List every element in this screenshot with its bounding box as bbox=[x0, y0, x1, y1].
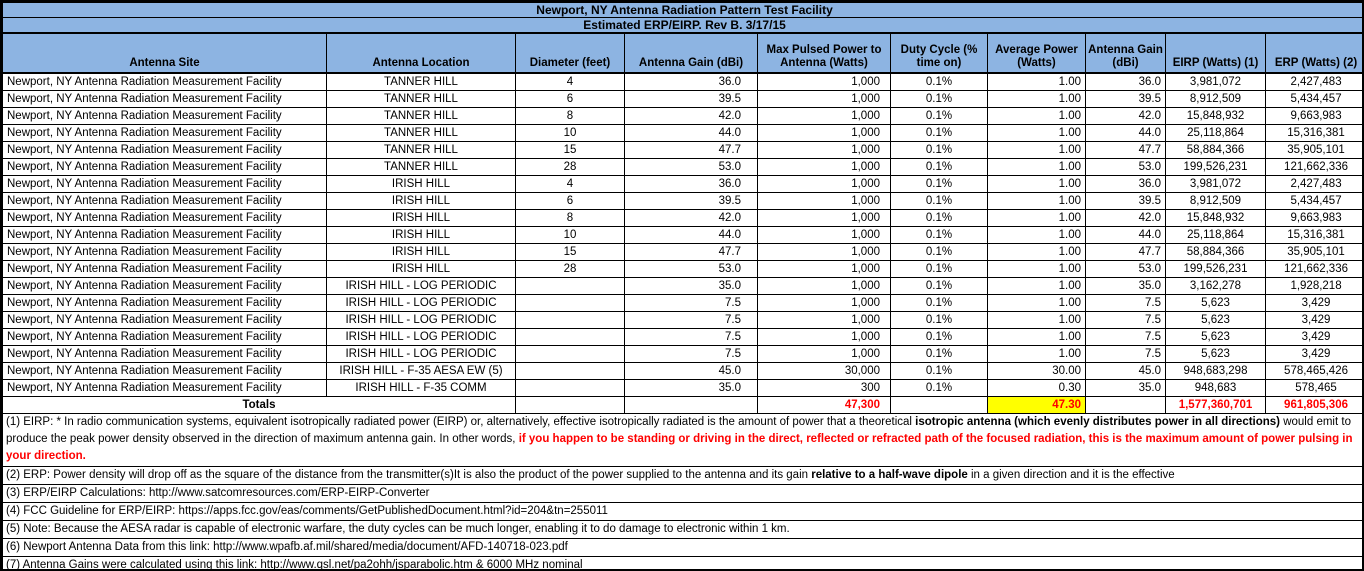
col-header-eirp: EIRP (Watts) (1) bbox=[1166, 33, 1266, 73]
col-header-erp: ERP (Watts) (2) bbox=[1266, 33, 1364, 73]
cell: 58,884,366 bbox=[1166, 142, 1266, 159]
cell: 10 bbox=[516, 125, 625, 142]
cell: 5,623 bbox=[1166, 346, 1266, 363]
cell bbox=[516, 278, 625, 295]
table-row bbox=[3, 210, 1364, 227]
cell: 42.0 bbox=[625, 108, 758, 125]
cell: 0.1% bbox=[891, 142, 988, 159]
data-rows bbox=[3, 73, 1364, 397]
cell: 0.1% bbox=[891, 227, 988, 244]
cell: Newport, NY Antenna Radiation Measurement Facility bbox=[3, 108, 327, 125]
cell: Newport, NY Antenna Radiation Measurement Facility bbox=[3, 210, 327, 227]
cell: 44.0 bbox=[625, 227, 758, 244]
cell: 0.1% bbox=[891, 244, 988, 261]
total-erp: 961,805,306 bbox=[1266, 397, 1364, 414]
cell: 1,000 bbox=[758, 176, 891, 193]
cell: Newport, NY Antenna Radiation Measurement Facility bbox=[3, 346, 327, 363]
cell: Newport, NY Antenna Radiation Measurement Facility bbox=[3, 363, 327, 380]
cell: 5,434,457 bbox=[1266, 193, 1364, 210]
cell: 0.1% bbox=[891, 159, 988, 176]
cell: IRISH HILL bbox=[327, 227, 516, 244]
table-row bbox=[3, 346, 1364, 363]
total-max-pulsed-power: 47,300 bbox=[758, 397, 891, 414]
cell: IRISH HILL - LOG PERIODIC bbox=[327, 329, 516, 346]
cell: Newport, NY Antenna Radiation Measurement Facility bbox=[3, 125, 327, 142]
cell: 3,429 bbox=[1266, 295, 1364, 312]
cell: 53.0 bbox=[1086, 261, 1166, 278]
cell: TANNER HILL bbox=[327, 91, 516, 108]
table-row bbox=[3, 261, 1364, 278]
cell: 30,000 bbox=[758, 363, 891, 380]
cell: 0.1% bbox=[891, 193, 988, 210]
cell: 0.1% bbox=[891, 73, 988, 91]
col-header-antenna-gain: Antenna Gain (dBi) bbox=[625, 33, 758, 73]
col-header-average-power: Average Power (Watts) bbox=[988, 33, 1086, 73]
cell: 15 bbox=[516, 142, 625, 159]
cell: 8 bbox=[516, 210, 625, 227]
table-row bbox=[3, 73, 1364, 91]
cell: Newport, NY Antenna Radiation Measurement Facility bbox=[3, 142, 327, 159]
cell: 0.1% bbox=[891, 278, 988, 295]
cell: 5,623 bbox=[1166, 312, 1266, 329]
cell: 0.1% bbox=[891, 108, 988, 125]
cell: 36.0 bbox=[625, 73, 758, 91]
total-average-power: 47.30 bbox=[988, 397, 1086, 414]
footnotes bbox=[3, 414, 1364, 571]
cell: 35.0 bbox=[625, 380, 758, 397]
cell: 47.7 bbox=[1086, 142, 1166, 159]
cell: 1.00 bbox=[988, 210, 1086, 227]
cell: IRISH HILL - F-35 COMM bbox=[327, 380, 516, 397]
footnote-text: would emit to produce the peak power density observed in the direction of maximum antenna gain. In other words, bbox=[6, 416, 1351, 445]
cell: Newport, NY Antenna Radiation Measurement Facility bbox=[3, 159, 327, 176]
cell: 0.1% bbox=[891, 261, 988, 278]
total-eirp: 1,577,360,701 bbox=[1166, 397, 1266, 414]
cell: 1.00 bbox=[988, 329, 1086, 346]
table-row bbox=[3, 244, 1364, 261]
cell: TANNER HILL bbox=[327, 73, 516, 91]
cell: 3,429 bbox=[1266, 346, 1364, 363]
cell: 28 bbox=[516, 261, 625, 278]
cell: 0.1% bbox=[891, 346, 988, 363]
cell: 1,000 bbox=[758, 227, 891, 244]
cell: 1.00 bbox=[988, 176, 1086, 193]
cell: 45.0 bbox=[1086, 363, 1166, 380]
cell bbox=[516, 380, 625, 397]
table-row bbox=[3, 278, 1364, 295]
cell: IRISH HILL - LOG PERIODIC bbox=[327, 278, 516, 295]
cell: 1.00 bbox=[988, 193, 1086, 210]
cell: 121,662,336 bbox=[1266, 261, 1364, 278]
cell bbox=[516, 312, 625, 329]
cell: Newport, NY Antenna Radiation Measurement Facility bbox=[3, 312, 327, 329]
cell: 300 bbox=[758, 380, 891, 397]
cell: 25,118,864 bbox=[1166, 125, 1266, 142]
cell: 39.5 bbox=[625, 193, 758, 210]
cell: 5,434,457 bbox=[1266, 91, 1364, 108]
cell: 1,000 bbox=[758, 346, 891, 363]
footnote bbox=[3, 503, 1364, 521]
cell: 1.00 bbox=[988, 108, 1086, 125]
cell: Newport, NY Antenna Radiation Measurement Facility bbox=[3, 244, 327, 261]
cell: IRISH HILL bbox=[327, 193, 516, 210]
cell: 39.5 bbox=[625, 91, 758, 108]
cell: 1.00 bbox=[988, 278, 1086, 295]
cell: 0.1% bbox=[891, 312, 988, 329]
cell: IRISH HILL - LOG PERIODIC bbox=[327, 295, 516, 312]
table-row bbox=[3, 125, 1364, 142]
footnote bbox=[3, 414, 1364, 467]
cell: 1.00 bbox=[988, 346, 1086, 363]
cell bbox=[516, 346, 625, 363]
cell: 0.1% bbox=[891, 176, 988, 193]
cell: 5,623 bbox=[1166, 329, 1266, 346]
cell: IRISH HILL bbox=[327, 210, 516, 227]
cell: 1,000 bbox=[758, 278, 891, 295]
cell: 58,884,366 bbox=[1166, 244, 1266, 261]
cell: 44.0 bbox=[625, 125, 758, 142]
footnote-text: if you happen to be standing or driving in the direct, reflected or refracted path of the focused radiation, this is the maximum amount of power pulsing in your direction. bbox=[6, 433, 1353, 462]
footnote-row bbox=[3, 557, 1364, 571]
cell: 1,000 bbox=[758, 125, 891, 142]
cell: 3,981,072 bbox=[1166, 176, 1266, 193]
cell: 3,162,278 bbox=[1166, 278, 1266, 295]
footnote-row bbox=[3, 539, 1364, 557]
cell: 47.7 bbox=[625, 142, 758, 159]
cell: 44.0 bbox=[1086, 125, 1166, 142]
cell: 1,928,218 bbox=[1266, 278, 1364, 295]
footnote bbox=[3, 485, 1364, 503]
footnote bbox=[3, 521, 1364, 539]
footnote-text: (4) FCC Guideline for ERP/EIRP: https://apps.fcc.gov/eas/comments/GetPublishedDocument.html?id=204&tn=255011 bbox=[6, 505, 608, 517]
cell: IRISH HILL - LOG PERIODIC bbox=[327, 346, 516, 363]
cell: 8 bbox=[516, 108, 625, 125]
cell: 47.7 bbox=[1086, 244, 1166, 261]
cell: 1.00 bbox=[988, 159, 1086, 176]
cell: 6 bbox=[516, 91, 625, 108]
cell: 0.1% bbox=[891, 295, 988, 312]
cell-empty bbox=[625, 397, 758, 414]
cell: IRISH HILL bbox=[327, 244, 516, 261]
table-row bbox=[3, 193, 1364, 210]
cell-empty bbox=[1086, 397, 1166, 414]
cell: 2,427,483 bbox=[1266, 176, 1364, 193]
cell: 45.0 bbox=[625, 363, 758, 380]
cell bbox=[516, 363, 625, 380]
cell: 1.00 bbox=[988, 244, 1086, 261]
cell: 30.00 bbox=[988, 363, 1086, 380]
cell: 9,663,983 bbox=[1266, 210, 1364, 227]
col-header-max-pulsed-power: Max Pulsed Power to Antenna (Watts) bbox=[758, 33, 891, 73]
table-row bbox=[3, 312, 1364, 329]
cell: 25,118,864 bbox=[1166, 227, 1266, 244]
cell: 1,000 bbox=[758, 159, 891, 176]
table-row bbox=[3, 108, 1364, 125]
table-row bbox=[3, 227, 1364, 244]
cell: Newport, NY Antenna Radiation Measurement Facility bbox=[3, 176, 327, 193]
cell: 0.1% bbox=[891, 210, 988, 227]
cell: 53.0 bbox=[1086, 159, 1166, 176]
cell: 36.0 bbox=[625, 176, 758, 193]
cell: 39.5 bbox=[1086, 91, 1166, 108]
table-row bbox=[3, 380, 1364, 397]
cell: 199,526,231 bbox=[1166, 261, 1266, 278]
cell: 44.0 bbox=[1086, 227, 1166, 244]
footnote-text: relative to a half-wave dipole bbox=[811, 469, 968, 481]
col-header-diameter: Diameter (feet) bbox=[516, 33, 625, 73]
cell: 42.0 bbox=[625, 210, 758, 227]
cell: 578,465,426 bbox=[1266, 363, 1364, 380]
subtitle-row bbox=[3, 18, 1364, 34]
table-row bbox=[3, 363, 1364, 380]
cell: 1,000 bbox=[758, 91, 891, 108]
footnote-text: (6) Newport Antenna Data from this link: http://www.wpafb.af.mil/shared/media/document/AFD-140718-023.pdf bbox=[6, 541, 568, 553]
table-row bbox=[3, 91, 1364, 108]
cell: TANNER HILL bbox=[327, 142, 516, 159]
table-row bbox=[3, 329, 1364, 346]
cell: 1.00 bbox=[988, 295, 1086, 312]
footnote-row bbox=[3, 414, 1364, 467]
footnote-row bbox=[3, 467, 1364, 485]
cell: IRISH HILL bbox=[327, 176, 516, 193]
col-header-antenna-gain-2: Antenna Gain (dBi) bbox=[1086, 33, 1166, 73]
cell: 1,000 bbox=[758, 295, 891, 312]
totals-row bbox=[3, 397, 1364, 414]
cell: Newport, NY Antenna Radiation Measurement Facility bbox=[3, 73, 327, 91]
cell: 578,465 bbox=[1266, 380, 1364, 397]
cell: 1.00 bbox=[988, 91, 1086, 108]
cell: 7.5 bbox=[1086, 295, 1166, 312]
cell: 53.0 bbox=[625, 261, 758, 278]
cell: 35.0 bbox=[1086, 278, 1166, 295]
erp-eirp-table bbox=[2, 2, 1364, 571]
title-row bbox=[3, 3, 1364, 18]
footnote-text: (3) ERP/EIRP Calculations: http://www.satcomresources.com/ERP-EIRP-Converter bbox=[6, 487, 430, 499]
cell: 35,905,101 bbox=[1266, 244, 1364, 261]
cell: Newport, NY Antenna Radiation Measurement Facility bbox=[3, 91, 327, 108]
cell: 1,000 bbox=[758, 329, 891, 346]
cell: 1,000 bbox=[758, 142, 891, 159]
cell: 42.0 bbox=[1086, 210, 1166, 227]
cell: Newport, NY Antenna Radiation Measurement Facility bbox=[3, 380, 327, 397]
cell: 39.5 bbox=[1086, 193, 1166, 210]
footnote-row bbox=[3, 485, 1364, 503]
cell: Newport, NY Antenna Radiation Measurement Facility bbox=[3, 295, 327, 312]
cell: 1.00 bbox=[988, 261, 1086, 278]
cell: 8,912,509 bbox=[1166, 91, 1266, 108]
cell: 1,000 bbox=[758, 193, 891, 210]
cell: 948,683,298 bbox=[1166, 363, 1266, 380]
col-header-antenna-location: Antenna Location bbox=[327, 33, 516, 73]
cell: 1,000 bbox=[758, 73, 891, 91]
cell: 1.00 bbox=[988, 142, 1086, 159]
cell: IRISH HILL - F-35 AESA EW (5) bbox=[327, 363, 516, 380]
cell: 28 bbox=[516, 159, 625, 176]
cell: 7.5 bbox=[1086, 312, 1166, 329]
cell: 7.5 bbox=[1086, 329, 1166, 346]
cell: Newport, NY Antenna Radiation Measurement Facility bbox=[3, 261, 327, 278]
cell: 35.0 bbox=[1086, 380, 1166, 397]
footnote-text: (5) Note: Because the AESA radar is capable of electronic warfare, the duty cycles can be much longer, enabling it to do damage to electronic within 1 km. bbox=[6, 523, 790, 535]
cell: 7.5 bbox=[625, 346, 758, 363]
cell: 8,912,509 bbox=[1166, 193, 1266, 210]
cell: Newport, NY Antenna Radiation Measurement Facility bbox=[3, 193, 327, 210]
cell: 9,663,983 bbox=[1266, 108, 1364, 125]
cell: Newport, NY Antenna Radiation Measurement Facility bbox=[3, 329, 327, 346]
cell: 1,000 bbox=[758, 108, 891, 125]
cell: 0.1% bbox=[891, 329, 988, 346]
cell: 4 bbox=[516, 73, 625, 91]
footnote-text: (7) Antenna Gains were calculated using this link: http://www.qsl.net/pa2ohh/jsparabolic.htm & 6000 MHz nominal bbox=[6, 559, 583, 571]
cell: 0.1% bbox=[891, 363, 988, 380]
cell: 1.00 bbox=[988, 227, 1086, 244]
cell: 121,662,336 bbox=[1266, 159, 1364, 176]
cell: 15,316,381 bbox=[1266, 125, 1364, 142]
cell: 4 bbox=[516, 176, 625, 193]
cell: 15,848,932 bbox=[1166, 108, 1266, 125]
table-row bbox=[3, 159, 1364, 176]
table-row bbox=[3, 142, 1364, 159]
cell: Newport, NY Antenna Radiation Measurement Facility bbox=[3, 278, 327, 295]
page-subtitle: Estimated ERP/EIRP. Rev B. 3/17/15 bbox=[3, 18, 1364, 34]
footnote-row bbox=[3, 503, 1364, 521]
cell: 35.0 bbox=[625, 278, 758, 295]
cell: 6 bbox=[516, 193, 625, 210]
table-row bbox=[3, 295, 1364, 312]
cell: 35,905,101 bbox=[1266, 142, 1364, 159]
cell: 1.00 bbox=[988, 73, 1086, 91]
cell: 5,623 bbox=[1166, 295, 1266, 312]
cell: 2,427,483 bbox=[1266, 73, 1364, 91]
cell: Newport, NY Antenna Radiation Measurement Facility bbox=[3, 227, 327, 244]
footnote-text: (2) ERP: Power density will drop off as the square of the distance from the transmitter(s)It is also the product of the power supplied to the antenna and its gain bbox=[6, 469, 812, 481]
footnote bbox=[3, 539, 1364, 557]
cell bbox=[516, 295, 625, 312]
cell: TANNER HILL bbox=[327, 159, 516, 176]
cell: 15,848,932 bbox=[1166, 210, 1266, 227]
footnote-text: isotropic antenna (which evenly distributes power in all directions) bbox=[915, 416, 1281, 428]
cell: 36.0 bbox=[1086, 73, 1166, 91]
page-title: Newport, NY Antenna Radiation Pattern Test Facility bbox=[3, 3, 1364, 18]
cell-empty bbox=[891, 397, 988, 414]
cell: 42.0 bbox=[1086, 108, 1166, 125]
cell: 948,683 bbox=[1166, 380, 1266, 397]
cell: 7.5 bbox=[625, 329, 758, 346]
cell: 1,000 bbox=[758, 312, 891, 329]
cell: 7.5 bbox=[625, 312, 758, 329]
cell bbox=[516, 329, 625, 346]
cell: 3,981,072 bbox=[1166, 73, 1266, 91]
col-header-antenna-site: Antenna Site bbox=[3, 33, 327, 73]
footnote-text: (1) EIRP: * In radio communication systems, equivalent isotropically radiated power (EIRP) or, alternatively, effective isotropically radiated is the amount of power that a theoretical bbox=[6, 416, 916, 428]
cell: IRISH HILL - LOG PERIODIC bbox=[327, 312, 516, 329]
cell: 1.00 bbox=[988, 125, 1086, 142]
cell: 0.30 bbox=[988, 380, 1086, 397]
cell: 7.5 bbox=[625, 295, 758, 312]
col-header-duty-cycle: Duty Cycle (% time on) bbox=[891, 33, 988, 73]
cell: 7.5 bbox=[1086, 346, 1166, 363]
cell: 1,000 bbox=[758, 210, 891, 227]
cell: 3,429 bbox=[1266, 312, 1364, 329]
footnote-row bbox=[3, 521, 1364, 539]
cell: 0.1% bbox=[891, 125, 988, 142]
cell: 36.0 bbox=[1086, 176, 1166, 193]
cell: 199,526,231 bbox=[1166, 159, 1266, 176]
cell: 0.1% bbox=[891, 91, 988, 108]
cell: 1,000 bbox=[758, 261, 891, 278]
cell-empty bbox=[516, 397, 625, 414]
cell: 47.7 bbox=[625, 244, 758, 261]
cell: 1.00 bbox=[988, 312, 1086, 329]
cell: 53.0 bbox=[625, 159, 758, 176]
cell: TANNER HILL bbox=[327, 125, 516, 142]
footnote bbox=[3, 557, 1364, 571]
footnote-text: in a given direction and it is the effective bbox=[967, 469, 1175, 481]
table-row bbox=[3, 176, 1364, 193]
cell: 15,316,381 bbox=[1266, 227, 1364, 244]
header-row bbox=[3, 33, 1364, 73]
footnote bbox=[3, 467, 1364, 485]
cell: 1,000 bbox=[758, 244, 891, 261]
cell: 10 bbox=[516, 227, 625, 244]
totals-label: Totals bbox=[3, 397, 516, 414]
cell: 15 bbox=[516, 244, 625, 261]
cell: 3,429 bbox=[1266, 329, 1364, 346]
cell: TANNER HILL bbox=[327, 108, 516, 125]
cell: IRISH HILL bbox=[327, 261, 516, 278]
cell: 0.1% bbox=[891, 380, 988, 397]
